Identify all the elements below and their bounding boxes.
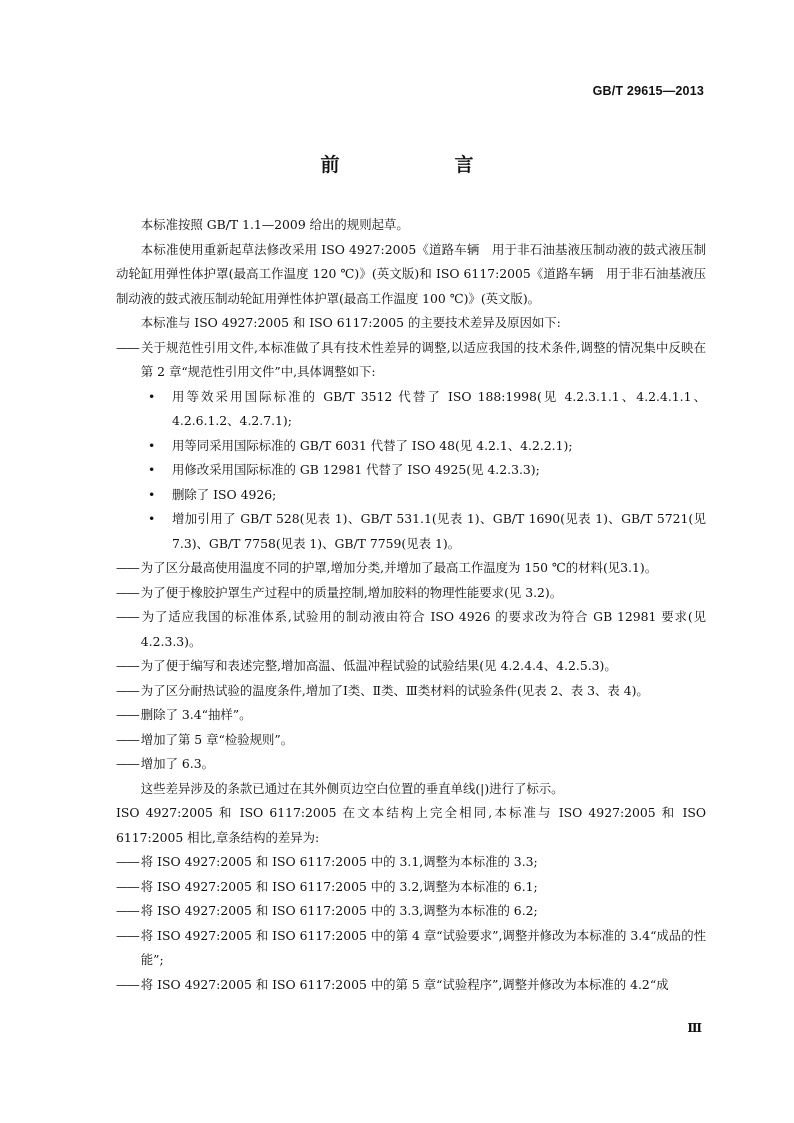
structure-diff-text: 将 ISO 4927:2005 和 ISO 6117:2005 中的 3.1,调整为本标准的 3.3; bbox=[140, 854, 538, 869]
standard-number: GB/T 29615—2013 bbox=[592, 84, 704, 98]
diff-item bbox=[116, 703, 706, 728]
diff-item bbox=[116, 336, 706, 385]
page-number: Ⅲ bbox=[687, 1021, 702, 1035]
structure-diff-text: 将 ISO 4927:2005 和 ISO 6117:2005 中的 3.3,调整为本标准的 6.2; bbox=[140, 903, 538, 918]
bullet-mark: • bbox=[148, 462, 156, 477]
structure-diff-text: 将 ISO 4927:2005 和 ISO 6117:2005 中的 3.2,调整为本标准的 6.1; bbox=[140, 878, 538, 894]
structure-diff-text: 将 ISO 4927:2005 和 ISO 6117:2005 中的第 5 章“试验程序”,调整并修改为本标准的 4.2“成 bbox=[140, 976, 669, 992]
paragraph: 本标准与 ISO 4927:2005 和 ISO 6117:2005 的主要技术差异及原因如下: bbox=[140, 315, 561, 330]
bullet-item bbox=[116, 434, 706, 459]
bullet-item bbox=[116, 458, 706, 483]
bullet-mark: • bbox=[148, 511, 156, 526]
paragraph: 这些差异涉及的条款已通过在其外侧页边空白位置的垂直单线(|)进行了标示。 bbox=[140, 780, 564, 796]
paragraph: 本标准按照 GB/T 1.1—2009 给出的规则起草。 bbox=[140, 217, 409, 232]
foreword-body bbox=[116, 213, 706, 997]
dash-mark: —— bbox=[116, 756, 139, 771]
paragraph: ISO 4927:2005 和 ISO 6117:2005 在文本结构上完全相同,本标准与 ISO 4927:2005 和 ISO 6117:2005 相比,章条结构的差异为: bbox=[116, 805, 706, 845]
diff-text: 删除了 3.4“抽样”。 bbox=[140, 707, 252, 722]
dash-mark: —— bbox=[116, 707, 139, 722]
diff-text: 关于规范性引用文件,本标准做了具有技术性差异的调整,以适应我国的技术条件,调整的情况集中反映在第 2 章“规范性引用文件”中,具体调整如下: bbox=[140, 339, 706, 379]
diff-item bbox=[116, 654, 706, 679]
diff-text: 为了便于橡胶护罩生产过程中的质量控制,增加胶料的物理性能要求(见 3.2)。 bbox=[140, 584, 563, 600]
structure-diff-item bbox=[116, 899, 706, 924]
dash-mark: —— bbox=[116, 878, 139, 894]
dash-mark: —— bbox=[116, 658, 139, 673]
diff-item bbox=[116, 752, 706, 777]
diff-text: 为了适应我国的标准体系,试验用的制动液由符合 ISO 4926 的要求改为符合 GB 12981 要求(见 4.2.3.3)。 bbox=[140, 609, 706, 649]
diff-item bbox=[116, 605, 706, 654]
dash-mark: —— bbox=[116, 339, 139, 355]
diff-item bbox=[116, 556, 706, 581]
page-title: 前 言 bbox=[320, 154, 522, 176]
bullet-mark: • bbox=[148, 486, 156, 502]
bullet-item bbox=[116, 483, 706, 508]
dash-mark: —— bbox=[116, 560, 139, 575]
diff-text: 增加了第 5 章“检验规则”。 bbox=[140, 731, 294, 747]
bullet-item bbox=[116, 385, 706, 434]
structure-diff-item bbox=[116, 875, 706, 900]
diff-text: 增加了 6.3。 bbox=[140, 756, 215, 771]
dash-mark: —— bbox=[116, 609, 139, 624]
diff-item bbox=[116, 581, 706, 606]
bullet-mark: • bbox=[148, 437, 156, 453]
dash-mark: —— bbox=[116, 682, 139, 698]
diff-item bbox=[116, 728, 706, 753]
bullet-item bbox=[116, 507, 706, 556]
dash-mark: —— bbox=[116, 584, 139, 600]
bullet-text: 删除了 ISO 4926; bbox=[172, 486, 277, 502]
bullet-text: 用等同采用国际标准的 GB/T 6031 代替了 ISO 48(见 4.2.1、4.2.2.1); bbox=[172, 437, 573, 453]
diff-text: 为了便于编写和表述完整,增加高温、低温冲程试验的试验结果(见 4.2.4.4、4.2.5.3)。 bbox=[140, 658, 617, 673]
diff-text: 为了区分最高使用温度不同的护罩,增加分类,并增加了最高工作温度为 150 ℃的材料(见3.1)。 bbox=[140, 560, 658, 575]
structure-diff-item bbox=[116, 924, 706, 973]
paragraph: 本标准使用重新起草法修改采用 ISO 4927:2005《道路车辆 用于非石油基液压制动液的鼓式液压制动轮缸用弹性体护罩(最高工作温度 120 ℃)》(英文版)和 ISO 6117:2005《道路车辆 用于非石油基液压制动液的鼓式液压制动轮缸用弹性体护罩(最高工作温度 100 ℃)》(英文版)。 bbox=[116, 241, 706, 306]
structure-diff-text: 将 ISO 4927:2005 和 ISO 6117:2005 中的第 4 章“试验要求”,调整并修改为本标准的 3.4“成品的性能”; bbox=[140, 927, 706, 967]
diff-item bbox=[116, 679, 706, 704]
dash-mark: —— bbox=[116, 903, 139, 918]
bullet-text: 用修改采用国际标准的 GB 12981 代替了 ISO 4925(见 4.2.3.3); bbox=[172, 462, 540, 477]
dash-mark: —— bbox=[116, 976, 139, 992]
bullet-text: 增加引用了 GB/T 528(见表 1)、GB/T 531.1(见表 1)、GB/T 1690(见表 1)、GB/T 5721(见7.3)、GB/T 7758(见表 1)、GB/T 7759(见表 1)。 bbox=[172, 511, 706, 551]
dash-mark: —— bbox=[116, 927, 139, 943]
structure-diff-item bbox=[116, 973, 706, 998]
bullet-text: 用等效采用国际标准的 GB/T 3512 代替了 ISO 188:1998(见 4.2.3.1.1、4.2.4.1.1、4.2.6.1.2、4.2.7.1); bbox=[172, 388, 706, 428]
dash-mark: —— bbox=[116, 854, 139, 869]
structure-diff-item bbox=[116, 850, 706, 875]
dash-mark: —— bbox=[116, 731, 139, 747]
bullet-mark: • bbox=[148, 388, 156, 404]
diff-text: 为了区分耐热试验的温度条件,增加了Ⅰ类、Ⅱ类、Ⅲ类材料的试验条件(见表 2、表 3、表 4)。 bbox=[140, 682, 649, 698]
